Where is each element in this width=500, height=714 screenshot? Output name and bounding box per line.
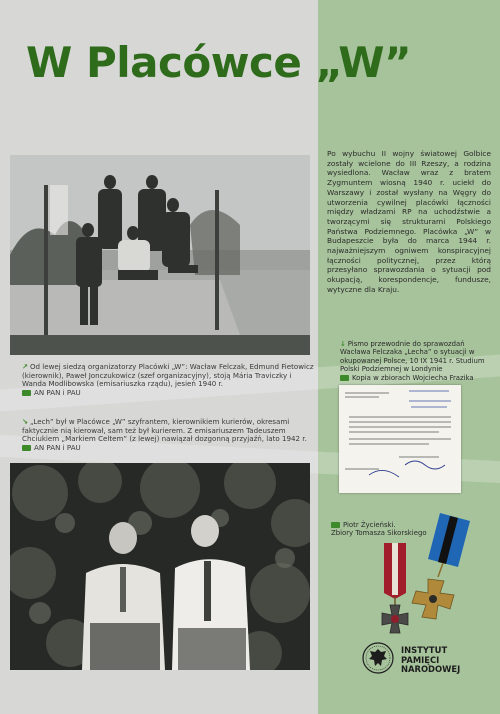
caption-text: Od lewej siedzą organizatorzy Placówki „W”: Wacław Felczak, Edmund Fietowicz (kierownik), Paweł Jonczukowicz (szef organizacyjny), stoją Mária Traviczky i Wanda Modlibowska (emisariuszka rządu), jesień 1940 r. — [22, 362, 314, 389]
group-photo-drawing — [10, 155, 310, 355]
caption-source: AN PAN i PAU — [34, 387, 81, 397]
logo-line-2: PAMIĘCI — [401, 654, 440, 665]
arrow-down-right-icon: ↘ — [22, 417, 28, 426]
document-caption — [340, 340, 495, 382]
caption-source: Zbiory Tomasza Sikorskiego — [331, 529, 427, 538]
arrow-up-right-icon: ↗ — [22, 362, 28, 371]
caption-text: Piotr Życieński. — [343, 521, 396, 529]
logo-line-1: INSTYTUT — [401, 645, 448, 655]
ipn-eagle-logo-icon — [362, 642, 394, 674]
group-photo — [10, 155, 310, 355]
ipn-logo-text — [401, 646, 460, 675]
camera-icon — [331, 522, 340, 528]
camera-icon — [340, 375, 349, 381]
camera-icon — [22, 390, 31, 396]
page-title: W Placówce „W” — [26, 38, 412, 87]
camera-icon — [22, 445, 31, 451]
main-text: Po wybuchu II wojny światowej Golbice zostały wcielone do III Rzeszy, a rodzina wysiedlona. Wacław wraz z bratem Zygmuntem wiosną 1940 r. uciekł do Warszawy i został wysłany na Węgry do utworzenia cywilnej placówki łączności między władzami RP na uchodźstwie a tworzącymi się strukturami Polskiego Państwa Podziemnego. Placówka „W” w Budapeszcie była do marca 1944 r. najważniejszym ogniwem konspiracyjnej łączności politycznej, przez którą przesyłano sprawozdania o sytuacji pod okupacją, korespondencje, fundusze, wytyczne dla Kraju. — [327, 149, 491, 294]
photo-caption-1 — [22, 363, 314, 397]
two-men-photo-drawing — [10, 463, 310, 670]
caption-text: Pismo przewodnie do sprawozdań Wacława Felczaka „Lecha” o sytuacji w okupowanej Polsce, 10 IX 1941 r. Studium Polski Podziemnej w Londynie — [340, 340, 485, 374]
arrow-down-icon: ↓ — [340, 340, 346, 348]
logo-line-3: NARODOWEJ — [401, 664, 461, 675]
photo-caption-2 — [22, 418, 314, 452]
caption-source: Kopia w zbiorach Wojciecha Frazika — [352, 373, 474, 382]
letter-lines — [339, 385, 461, 493]
medals-image — [366, 505, 486, 635]
archival-letter-image — [339, 385, 461, 493]
caption-text: „Lech” był w Placówce „W” szyfrantem, kierownikiem kurierów, okresami faktycznie nią kierował, sam też był kurierem. Z emisariuszem Tadeuszem Chciukiem „Markiem Celtem” (z lewej) nawiązał dozgonną przyjaźń, lato 1942 r. — [22, 417, 307, 444]
caption-source: AN PAN i PAU — [34, 442, 81, 452]
two-men-photo — [10, 463, 310, 670]
